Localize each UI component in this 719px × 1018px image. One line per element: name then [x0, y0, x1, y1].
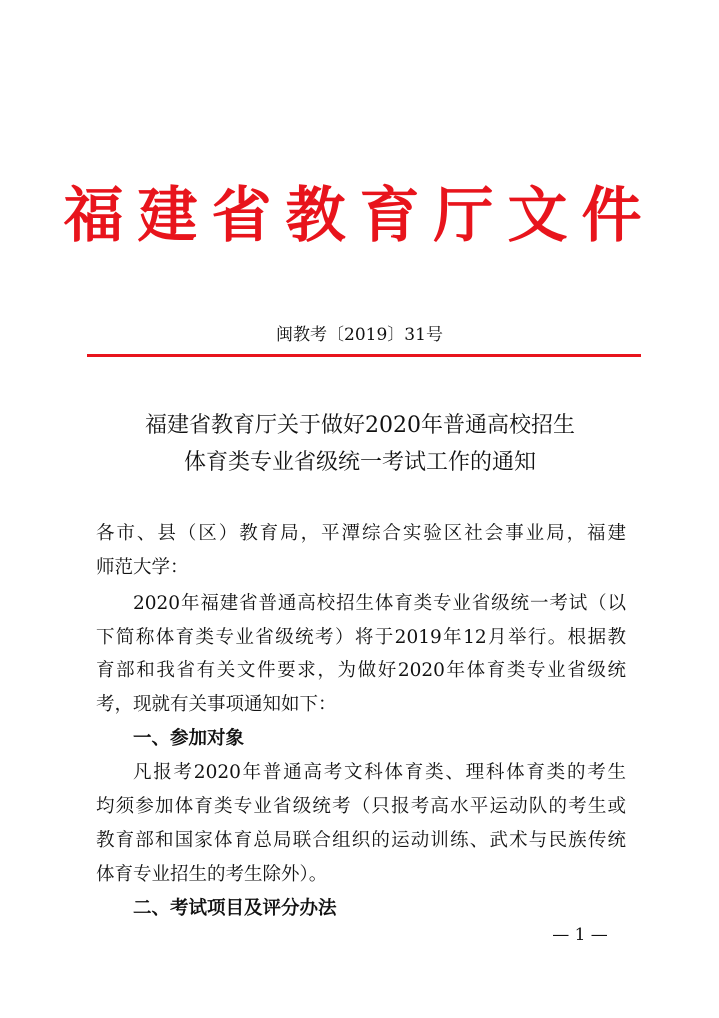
recipients-line-1: 各市、县（区）教育局，平潭综合实验区社会事业局，福建 — [96, 523, 626, 544]
section-1-line-2: 均须参加体育类专业省级统考（只报考高水平运动队的考生或 — [96, 796, 626, 817]
section-1-heading: 一、参加对象 — [133, 728, 245, 749]
document-number: 闽教考〔2019〕31号 — [276, 325, 443, 345]
recipients-line-2: 师范大学： — [96, 557, 189, 578]
red-divider-line — [87, 354, 641, 357]
notice-title-line-1: 福建省教育厅关于做好2020年普通高校招生 — [145, 413, 575, 438]
intro-line-2: 下简称体育类专业省级统考）将于2019年12月举行。根据教 — [96, 627, 626, 648]
page-number: — 1 — — [552, 925, 608, 945]
section-1-line-4: 体育专业招生的考生除外）。 — [96, 864, 328, 885]
section-1-line-1: 凡报考2020年普通高考文科体育类、理科体育类的考生 — [133, 762, 626, 783]
notice-title-line-2: 体育类专业省级统一考试工作的通知 — [183, 450, 536, 475]
intro-line-4: 考，现就有关事项通知如下： — [96, 694, 337, 715]
intro-line-3: 育部和我省有关文件要求，为做好2020年体育类专业省级统 — [96, 660, 626, 681]
intro-line-1: 2020年福建省普通高校招生体育类专业省级统一考试（以 — [133, 593, 626, 614]
document-header-title: 福建省教育厅文件 — [63, 181, 656, 251]
section-1-line-3: 教育部和国家体育总局联合组织的运动训练、武术与民族传统 — [96, 830, 626, 851]
section-2-heading: 二、考试项目及评分办法 — [133, 898, 337, 919]
